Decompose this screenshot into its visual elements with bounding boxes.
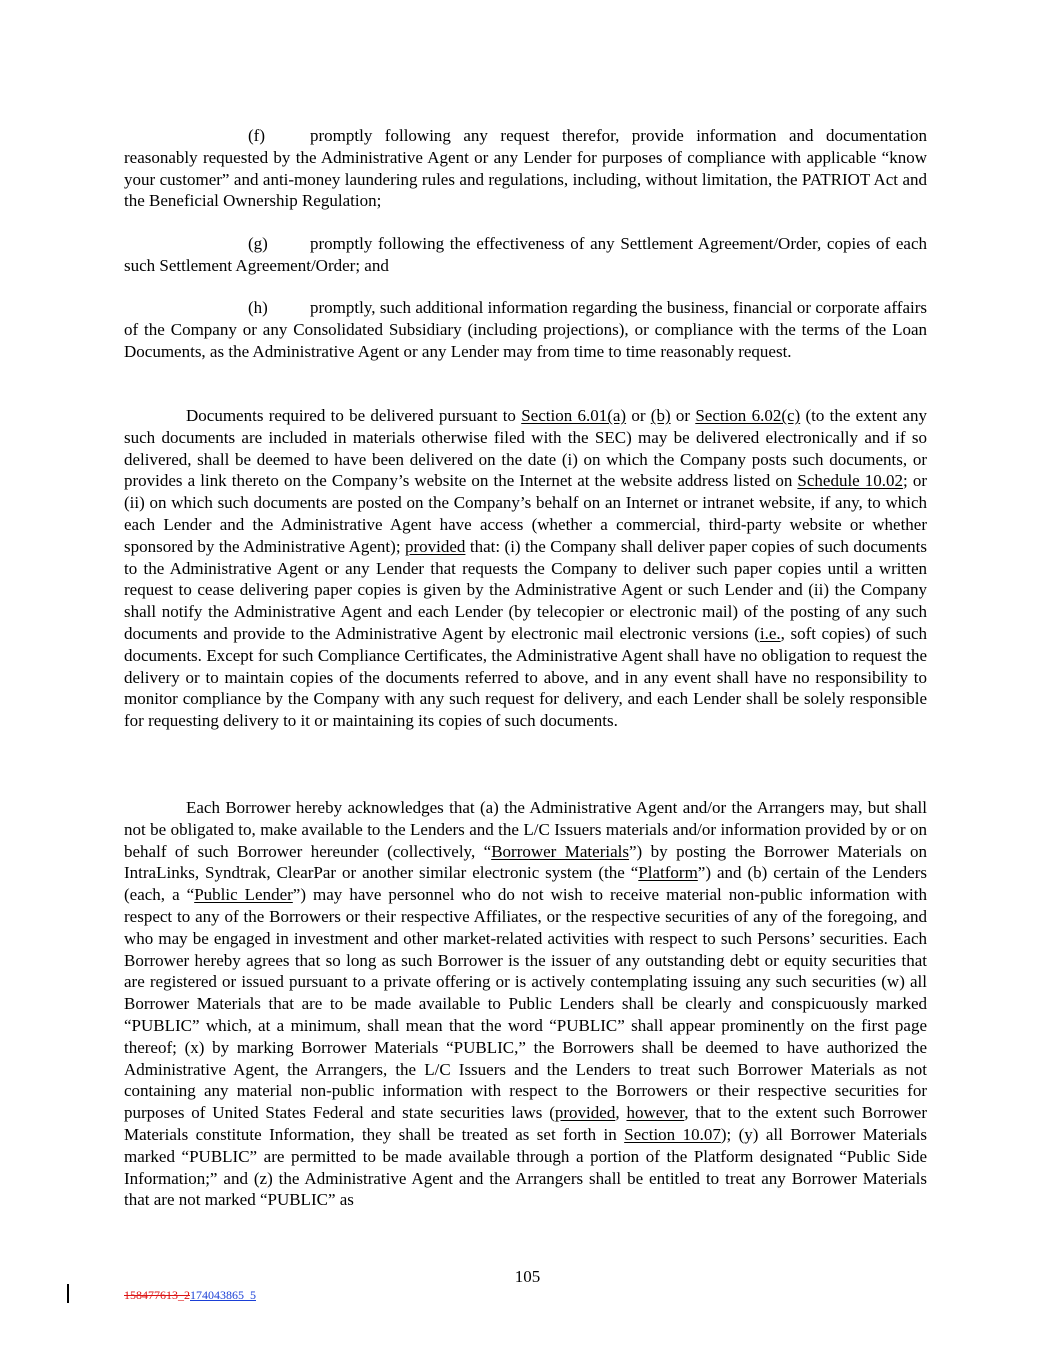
- document-id: [124, 1288, 256, 1302]
- defined-term: Platform: [638, 863, 698, 883]
- defined-term: Public Lender: [194, 885, 293, 905]
- proviso-term: provided: [405, 536, 466, 556]
- change-bar: [67, 1284, 69, 1303]
- proviso-term: however: [626, 1103, 685, 1123]
- defined-term: Borrower Materials: [491, 841, 629, 861]
- clause-h-text: promptly, such additional information regarding the business, financial or corporate affairs of the Company or any Consolidated Subsidiary (including projections), or compliance with the terms of the Loan Documents, as the Administrative Agent or any Lender may from time to time reasonably request.: [124, 298, 927, 361]
- text-run: ”) by posting the Borrower Materials on IntraLinks, Syndtrak, ClearPar or another similar electronic system (the “: [124, 841, 927, 883]
- documents-delivery-paragraph: [124, 405, 927, 732]
- text-run: or: [626, 406, 651, 425]
- text-run: Documents required to be delivered pursuant to: [186, 406, 522, 425]
- text-run: ,: [615, 1103, 627, 1123]
- text-run: or: [670, 406, 696, 425]
- document-id-inserted: 174043865_5: [190, 1288, 256, 1302]
- page-number: 105: [514, 1267, 541, 1286]
- text-run: ”) and (b) certain of the Lenders (each, a “: [124, 863, 927, 905]
- text-run: ; or (ii) on which such documents are posted on the Company’s behalf on an Internet or intranet website, if any, to which each Lender and the Administrative Agent have access (whether a commercial, third-party website or whether sponsored by the Administrative Agent);: [124, 471, 927, 556]
- text-run: ); (y) all Borrower Materials marked “PUBLIC” are permitted to be made available through a portion of the Platform designated “Public Side Information;” and (z) the Administrative Agent and the Arrangers shall be entitled to treat any Borrower Materials that are not marked “PUBLIC” as: [124, 1124, 927, 1210]
- clause-g-text: promptly following the effectiveness of any Settlement Agreement/Order, copies of each such Settlement Agreement/Order; and: [124, 234, 927, 275]
- section-ref: Section 6.01(a): [521, 406, 627, 425]
- borrower-materials-paragraph: [124, 797, 927, 1211]
- clause-f: [124, 125, 927, 212]
- text-run: that: (i) the Company shall deliver paper copies of such documents to the Administrative Agent or any Lender that requests the Company to deliver such paper copies until a written request to cease delivering paper copies is given by the Administrative Agent or such Lender and (ii) the Company shall notify the Administrative Agent and each Lender (by telecopier or electronic mail) of the posting of any such documents and provide to the Administrative Agent by electronic mail electronic versions (: [124, 536, 927, 643]
- document-id-deleted: 158477613_2: [124, 1288, 190, 1302]
- clause-g-label: (g): [248, 234, 268, 253]
- section-ref: Section 10.07: [624, 1124, 721, 1144]
- section-ref: (b): [650, 406, 671, 425]
- text-run: (to the extent any such documents are included in materials otherwise filed with the SEC) may be delivered electronically and if so delivered, shall be deemed to have been delivered on the date (i) on which the Company posts such documents, or provides a link thereto on the Company’s website on the Internet at the website address listed on: [124, 406, 927, 491]
- clause-h-label: (h): [248, 298, 268, 317]
- text-run: , soft copies) of such documents. Except for such Compliance Certificates, the Administrative Agent shall have no obligation to request the delivery or to maintain copies of the documents referred to above, and in any event shall have no responsibility to monitor compliance by the Company with any such request for delivery, and each Lender shall be solely responsible for requesting delivery to it or maintaining its copies of such documents.: [124, 623, 927, 731]
- schedule-ref: Schedule 10.02: [797, 471, 904, 491]
- proviso-term: provided: [554, 1103, 616, 1123]
- text-run: ”) may have personnel who do not wish to receive material non-public information with respect to any of the Borrowers or their respective Affiliates, or the respective securities of any of the foregoing, and who may be engaged in investment and other market-related activities with respect to such Persons’ securities. Each Borrower hereby agrees that so long as such Borrower is the issuer of any outstanding debt or equity securities that are registered or issued pursuant to a private offering or is actively contemplating issuing any such securities (w) all Borrower Materials that are to be made available to Public Lenders shall be clearly and conspicuously marked “PUBLIC” which, at a minimum, shall mean that the word “PUBLIC” shall appear prominently on the first page thereof; (x) by marking Borrower Materials “PUBLIC,” the Borrowers shall be deemed to have authorized the Administrative Agent, the Arrangers, the L/C Issuers and the Lenders to treat such Borrower Materials as not containing any material non-public information with respect to the Borrowers or their respective securities for purposes of United States Federal and state securities laws (: [124, 885, 927, 1123]
- clause-g: [124, 233, 927, 277]
- clause-f-text: promptly following any request therefor, provide information and documentation reasonably requested by the Administrative Agent or any Lender for purposes of compliance with applicable “know your customer” and anti-money laundering rules and regulations, including, without limitation, the PATRIOT Act and the Beneficial Ownership Regulation;: [124, 126, 927, 211]
- section-ref: Section 6.02(c): [695, 406, 801, 425]
- clause-h: [124, 297, 927, 362]
- latin-term: i.e.: [759, 623, 781, 643]
- text-run: , that to the extent such Borrower Materials constitute Information, they shall be treated as set forth in: [124, 1103, 928, 1144]
- clause-f-label: (f): [248, 126, 265, 145]
- text-run: Each Borrower hereby acknowledges that (a) the Administrative Agent and/or the Arrangers may, but shall not be obligated to, make available to the Lenders and the L/C Issuers materials and/or information provided by or on behalf of such Borrower hereunder (collectively, “: [124, 798, 927, 861]
